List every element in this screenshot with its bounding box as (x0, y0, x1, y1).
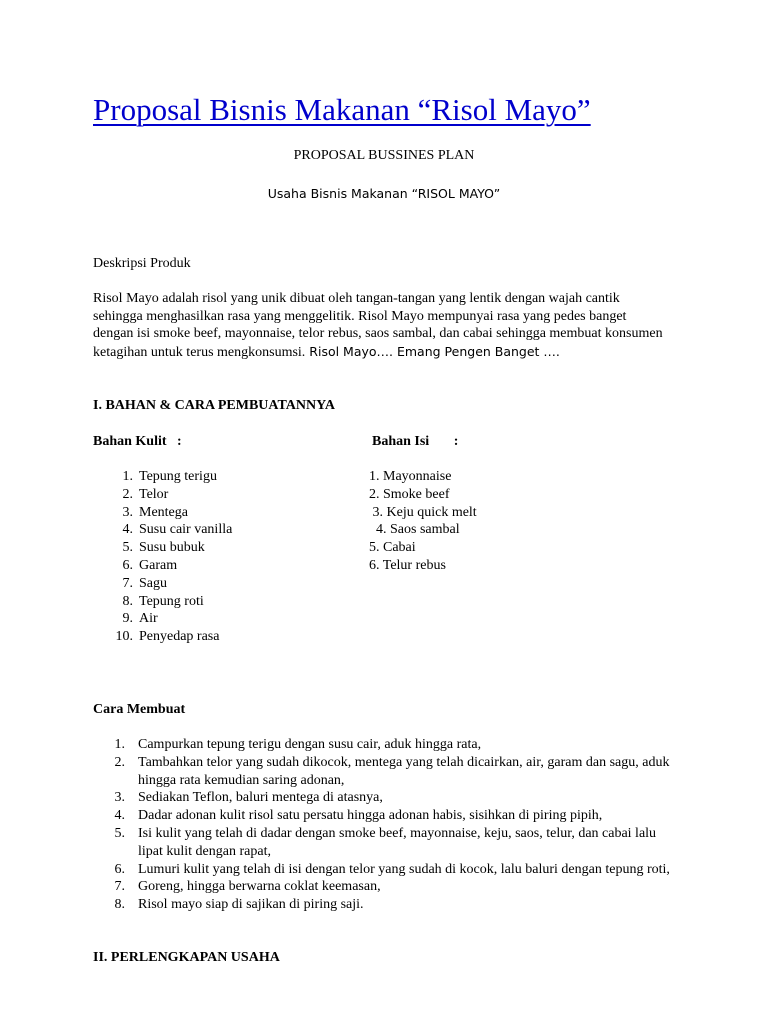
bahan-isi-heading: Bahan Isi : (372, 434, 459, 449)
business-line: Usaha Bisnis Makanan “RISOL MAYO” (267, 186, 501, 201)
bahan-kulit-item-number: 1. (122, 469, 133, 484)
step-item-text: Campurkan tepung terigu dengan susu cair, aduk hingga rata, (138, 737, 482, 752)
step-item-number: 7. (114, 879, 125, 895)
bahan-kulit-item-number: 10. (115, 629, 133, 645)
step-item (93, 861, 673, 879)
bahan-kulit-item-text: Tepung terigu (139, 469, 217, 484)
bahan-kulit-item-text: Tepung roti (139, 593, 204, 609)
bahan-kulit-item-number: 8. (122, 593, 133, 609)
deskripsi-heading: Deskripsi Produk (93, 256, 191, 271)
step-item-number: 4. (114, 808, 125, 824)
bahan-isi-item: 4. Saos sambal (369, 522, 460, 538)
step-item-text: Risol mayo siap di sajikan di piring saji. (138, 897, 364, 913)
step-item-text: Dadar adonan kulit risol satu persatu hingga adonan habis, sisihkan di piring pipih, (138, 808, 603, 824)
step-item-number: 3. (114, 790, 125, 806)
deskripsi-tagline: Risol Mayo…. Emang Pengen Banget …. (305, 344, 560, 360)
bahan-kulit-item-text: Susu cair vanilla (139, 522, 233, 538)
step-item-number: 6. (114, 861, 125, 877)
step-item (93, 789, 673, 807)
step-item (93, 878, 673, 896)
bahan-kulit-item (93, 486, 232, 504)
step-item-text: Lumuri kulit yang telah di isi dengan telor yang sudah di kocok, lalu baluri dengan tepung roti, (138, 861, 670, 877)
bahan-kulit-item (93, 557, 232, 575)
bahan-kulit-item (93, 610, 232, 628)
bahan-kulit-item (93, 628, 232, 646)
bahan-kulit-item (93, 504, 232, 522)
bahan-kulit-item-number: 2. (122, 486, 133, 502)
step-item-text: Isi kulit yang telah di dadar dengan smoke beef, mayonnaise, keju, saos, telur, dan cabai lalu lipat kulit dengan rapat, (138, 825, 657, 859)
step-item (93, 825, 673, 861)
bahan-isi-item: 3. Keju quick melt (369, 504, 477, 520)
bahan-kulit-item (93, 521, 232, 539)
bahan-kulit-heading: Bahan Kulit : (93, 434, 182, 449)
bahan-isi-item: 6. Telur rebus (369, 557, 446, 573)
bahan-kulit-item-number: 5. (122, 540, 133, 556)
bahan-kulit-item (93, 593, 232, 611)
step-item-number: 5. (114, 825, 125, 841)
bahan-kulit-item (93, 468, 232, 486)
bahan-kulit-item-number: 3. (122, 504, 133, 520)
bahan-isi-item: 1. Mayonnaise (369, 469, 452, 484)
step-item-number: 2. (114, 754, 125, 770)
bahan-kulit-item-text: Penyedap rasa (139, 629, 220, 645)
step-item (93, 754, 673, 790)
cara-membuat-heading: Cara Membuat (93, 702, 186, 717)
bahan-kulit-item-text: Telor (139, 486, 169, 502)
bahan-kulit-item (93, 539, 232, 557)
document-title[interactable]: Proposal Bisnis Makanan “Risol Mayo” (93, 92, 591, 127)
step-item-text: Goreng, hingga berwarna coklat keemasan, (138, 879, 381, 895)
bahan-kulit-item-text: Susu bubuk (139, 540, 205, 556)
step-item (93, 736, 673, 754)
step-item-number: 8. (114, 897, 125, 913)
bahan-kulit-item-number: 4. (122, 522, 133, 538)
bahan-kulit-item-number: 9. (122, 611, 133, 627)
bahan-isi-item: 5. Cabai (369, 540, 416, 556)
step-item-text: Tambahkan telor yang sudah dikocok, mentega yang telah dicairkan, air, garam dan sagu, aduk hingga rata kemudian saring adonan, (138, 754, 670, 788)
bahan-kulit-item-text: Sagu (139, 575, 167, 591)
bahan-isi-list (369, 468, 477, 575)
proposal-subtitle: PROPOSAL BUSSINES PLAN (293, 148, 475, 163)
step-item-number: 1. (114, 737, 125, 752)
deskripsi-text: Risol Mayo adalah risol yang unik dibuat oleh tangan-tangan yang lentik dengan wajah cantik sehingga menghasilkan rasa yang menggelitik. Risol Mayo mempunyai rasa yang pedes banget dengan isi smoke beef, mayonnaise, telor rebus, saos sambal, dan cabai sehingga membuat konsumen ketagihan untuk terus mengkonsumsi. (93, 291, 663, 361)
step-item (93, 807, 673, 825)
cara-membuat-steps (93, 736, 673, 914)
bahan-kulit-item-text: Garam (139, 557, 178, 573)
section1-heading: I. BAHAN & CARA PEMBUATANNYA (93, 398, 336, 413)
bahan-kulit-list (93, 468, 232, 646)
bahan-kulit-item (93, 575, 232, 593)
bahan-kulit-item-number: 7. (122, 575, 133, 591)
step-item (93, 896, 673, 914)
step-item-text: Sediakan Teflon, baluri mentega di atasnya, (138, 790, 383, 806)
bahan-kulit-item-text: Mentega (139, 504, 188, 520)
deskripsi-paragraph (93, 290, 668, 362)
bahan-isi-item: 2. Smoke beef (369, 486, 450, 502)
bahan-kulit-item-text: Air (139, 611, 158, 627)
bahan-kulit-item-number: 6. (122, 557, 133, 573)
section2-heading: II. PERLENGKAPAN USAHA (93, 950, 280, 965)
